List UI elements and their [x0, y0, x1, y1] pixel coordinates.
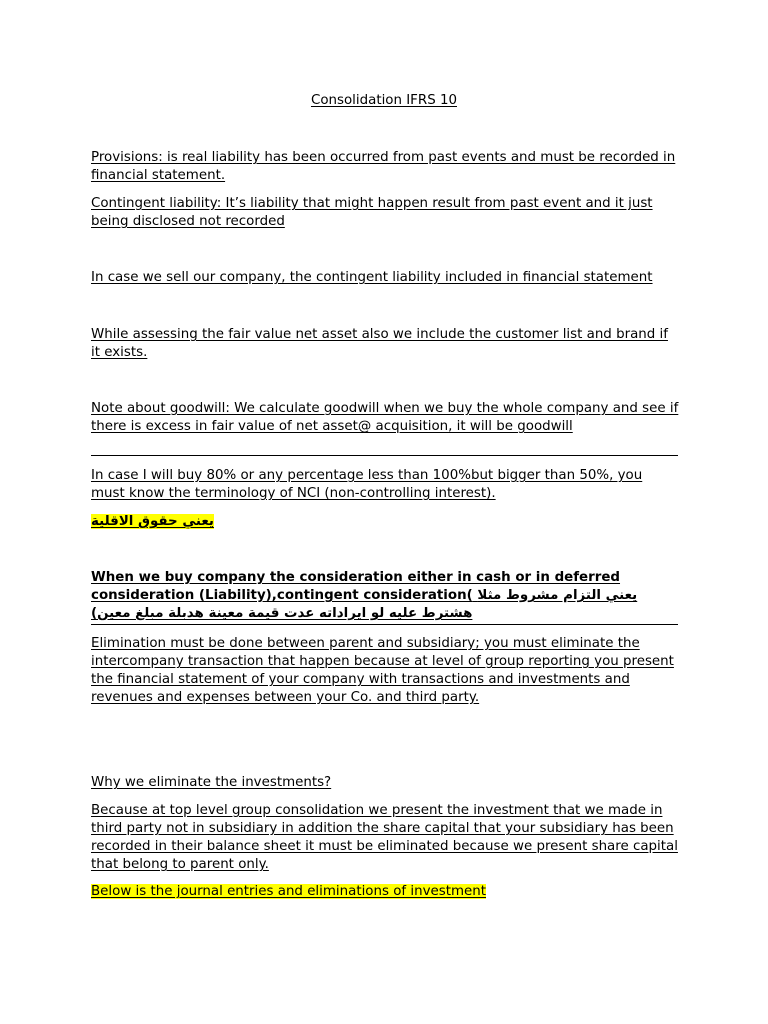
consideration-line-2-ar: يعني التزام مشروط مثلا [477, 588, 638, 603]
consideration-line-3 [91, 605, 679, 623]
contingent-liability-paragraph: Contingent liability: It’s liability that might happen result from past event and it just being disclosed not recorded [91, 196, 653, 229]
nci-paragraph: In case I will buy 80% or any percentage less than 100%but bigger than 50%, you must know the terminology of NCI (non-controlling interest). [91, 468, 643, 501]
sell-company-paragraph: In case we sell our company, the contingent liability included in financial statement [91, 270, 653, 285]
fair-value-paragraph: While assessing the fair value net asset also we include the customer list and brand if it exists. [91, 327, 668, 360]
consideration-line-3-ar: هشترط عليه لو ايراداته عدت قيمة معينة هدبلة مبلغ معين) [91, 606, 473, 621]
journal-entries-highlight: Below is the journal entries and eliminations of investment [91, 884, 486, 899]
arabic-nci-note [91, 513, 679, 531]
horizontal-rule [91, 455, 678, 456]
horizontal-rule-2 [91, 624, 678, 625]
consideration-line-1: When we buy company the consideration either in cash or in deferred [91, 570, 621, 585]
provisions-paragraph: Provisions: is real liability has been occurred from past events and must be recorded in financial statement. [91, 150, 676, 183]
arabic-nci-highlight: يعني حقوق الاقلية [91, 514, 214, 529]
why-eliminate-paragraph: Why we eliminate the investments? [91, 775, 332, 790]
consideration-line-2-en: consideration (Liability),contingent consideration( [91, 588, 473, 603]
elimination-paragraph: Elimination must be done between parent and subsidiary; you must eliminate the intercompany transaction that happen because at level of group reporting you present the financial statement of your company with transactions and investments and revenues and expenses between your Co. and third party. [91, 636, 674, 705]
document-title: Consolidation IFRS 10 [310, 93, 457, 108]
because-paragraph: Because at top level group consolidation we present the investment that we made in third party not in subsidiary in addition the share capital that your subsidiary has been recorded in their balance sheet it must be eliminated because we present share capital that belong to parent only. [91, 803, 678, 872]
consideration-line-2 [91, 587, 679, 605]
goodwill-paragraph: Note about goodwill: We calculate goodwill when we buy the whole company and see if there is excess in fair value of net asset@ acquisition, it will be goodwill [91, 401, 679, 434]
journal-entries-note [91, 883, 679, 901]
